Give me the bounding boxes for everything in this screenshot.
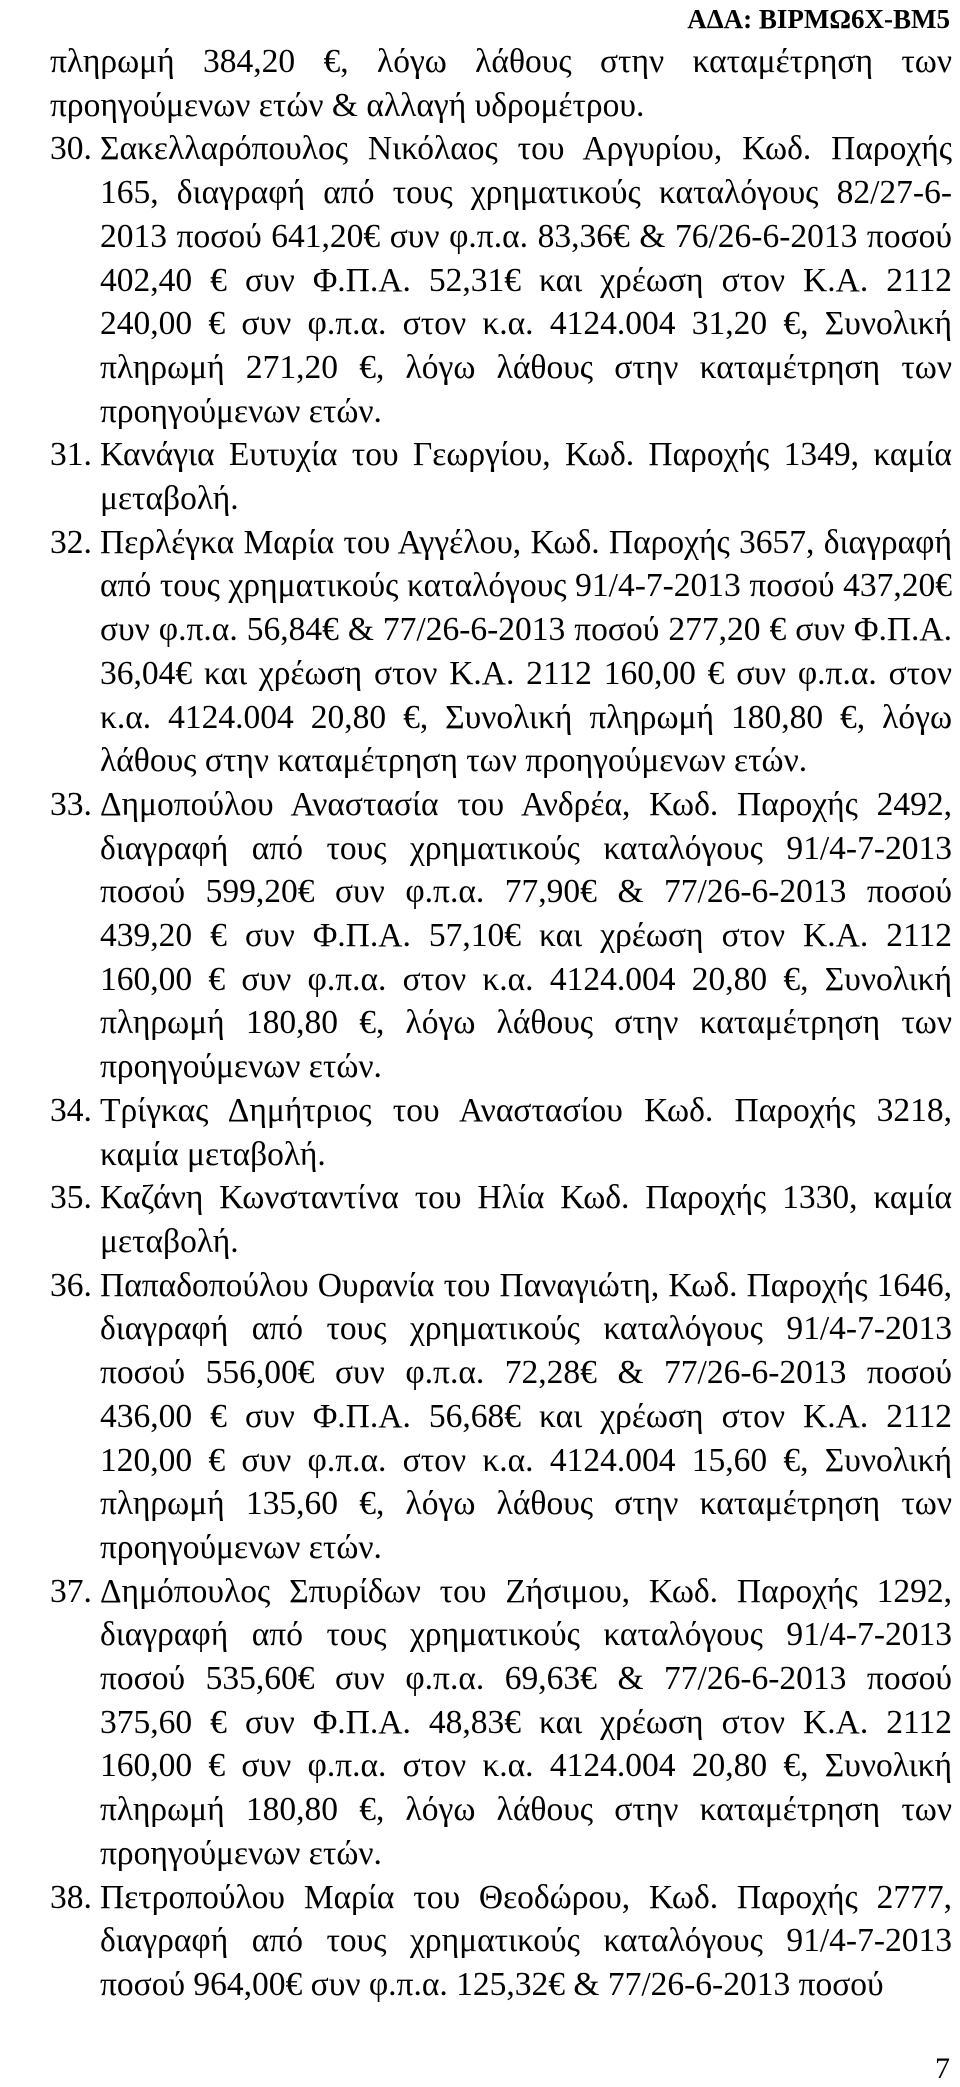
list-item bbox=[50, 1176, 952, 1263]
document-body bbox=[50, 40, 952, 2007]
continuation-paragraph: πληρωμή 384,20 €, λόγω λάθους στην καταμέτρηση των προηγούμενων ετών & αλλαγή υδρομέτρου. bbox=[50, 43, 952, 124]
list-item-text: Πετροπούλου Μαρία του Θεοδώρου, Κωδ. Παροχής 2777, διαγραφή από τους χρηματικούς καταλόγους 91/4-7-2013 ποσού 964,00€ συν φ.π.α. 125,32€ & 77/26-6-2013 ποσού bbox=[100, 1878, 952, 2003]
page-number: 7 bbox=[935, 2052, 950, 2085]
list-item-text: Παπαδοπούλου Ουρανία του Παναγιώτη, Κωδ. Παροχής 1646, διαγραφή από τους χρηματικούς καταλόγους 91/4-7-2013 ποσού 556,00€ συν φ.π.α. 72,28€ & 77/26-6-2013 ποσού 436,00 € συν Φ.Π.Α. 56,68€ και χρέωση στον Κ.Α. 2112 120,00 € συν φ.π.α. στον κ.α. 4124.004 15,60 €, Συνολική πληρωμή 135,60 €, λόγω λάθους στην καταμέτρηση των προηγούμενων ετών. bbox=[100, 1266, 952, 1566]
list-item-number: 32. bbox=[50, 523, 92, 561]
list-item bbox=[50, 1089, 952, 1176]
list-item bbox=[50, 783, 952, 1089]
list-item-text: Δημόπουλος Σπυρίδων του Ζήσιμου, Κωδ. Παροχής 1292, διαγραφή από τους χρηματικούς καταλόγους 91/4-7-2013 ποσού 535,60€ συν φ.π.α. 69,63€ & 77/26-6-2013 ποσού 375,60 € συν Φ.Π.Α. 48,83€ και χρέωση στον Κ.Α. 2112 160,00 € συν φ.π.α. στον κ.α. 4124.004 20,80 €, Συνολική πληρωμή 180,80 €, λόγω λάθους στην καταμέτρηση των προηγούμενων ετών. bbox=[100, 1572, 952, 1872]
list-item-number: 38. bbox=[50, 1878, 92, 1916]
ada-header: ΑΔΑ: ΒΙΡΜΩ6Χ-ΒΜ5 bbox=[687, 4, 950, 34]
list-item-text: Τρίγκας Δημήτριος του Αναστασίου Κωδ. Παροχής 3218, καμία μεταβολή. bbox=[100, 1091, 952, 1173]
list-item bbox=[50, 1570, 952, 1876]
list-item bbox=[50, 521, 952, 783]
list-item-text: Κανάγια Ευτυχία του Γεωργίου, Κωδ. Παροχής 1349, καμία μεταβολή. bbox=[100, 436, 952, 518]
list-item-text: Καζάνη Κωνσταντίνα του Ηλία Κωδ. Παροχής 1330, καμία μεταβολή. bbox=[100, 1179, 952, 1260]
list-item-number: 35. bbox=[50, 1179, 92, 1217]
list-item-number: 30. bbox=[50, 130, 92, 168]
list-item bbox=[50, 127, 952, 433]
list-item-number: 37. bbox=[50, 1572, 92, 1610]
list-item-text: Δημοπούλου Αναστασία του Ανδρέα, Κωδ. Παροχής 2492, διαγραφή από τους χρηματικούς καταλόγους 91/4-7-2013 ποσού 599,20€ συν φ.π.α. 77,90€ & 77/26-6-2013 ποσού 439,20 € συν Φ.Π.Α. 57,10€ και χρέωση στον Κ.Α. 2112 160,00 € συν φ.π.α. στον κ.α. 4124.004 20,80 €, Συνολική πληρωμή 180,80 €, λόγω λάθους στην καταμέτρηση των προηγούμενων ετών. bbox=[100, 785, 952, 1086]
list-item bbox=[50, 433, 952, 520]
list-item-number: 36. bbox=[50, 1266, 92, 1304]
numbered-list bbox=[50, 127, 952, 2006]
list-item-number: 34. bbox=[50, 1091, 92, 1129]
list-item bbox=[50, 1876, 952, 2007]
list-item-text: Σακελλαρόπουλος Νικόλαος του Αργυρίου, Κωδ. Παροχής 165, διαγραφή από τους χρηματικούς καταλόγους 82/27-6-2013 ποσού 641,20€ συν φ.π.α. 83,36€ & 76/26-6-2013 ποσού 402,40 € συν Φ.Π.Α. 52,31€ και χρέωση στον Κ.Α. 2112 240,00 € συν φ.π.α. στον κ.α. 4124.004 31,20 €, Συνολική πληρωμή 271,20 €, λόγω λάθους στην καταμέτρηση των προηγούμενων ετών. bbox=[100, 130, 952, 430]
list-item-number: 33. bbox=[50, 785, 92, 823]
list-item-number: 31. bbox=[50, 436, 92, 474]
list-item-text: Περλέγκα Μαρία του Αγγέλου, Κωδ. Παροχής 3657, διαγραφή από τους χρηματικούς καταλόγους 91/4-7-2013 ποσού 437,20€ συν φ.π.α. 56,84€ & 77/26-6-2013 ποσού 277,20 € συν Φ.Π.Α. 36,04€ και χρέωση στον Κ.Α. 2112 160,00 € συν φ.π.α. στον κ.α. 4124.004 20,80 €, Συνολική πληρωμή 180,80 €, λόγω λάθους στην καταμέτρηση των προηγούμενων ετών. bbox=[100, 523, 952, 780]
list-item bbox=[50, 1264, 952, 1570]
